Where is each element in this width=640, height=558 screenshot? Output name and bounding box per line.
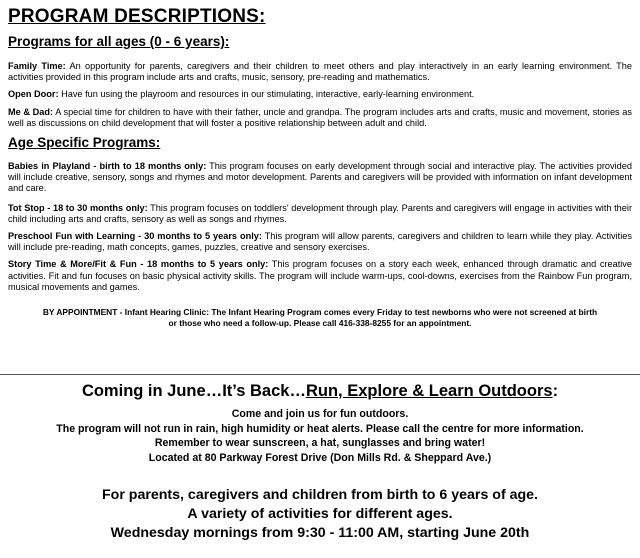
program-text: A special time for children to have with their father, uncle and grandpa. The program includes arts and crafts, music and movement, stories as well as discussions on child development that will foster a positive relationship between adult and child. [8,106,632,128]
june-title-program-name: Run, Explore & Learn Outdoors [305,382,553,400]
appointment-line: or those who need a follow-up. Please call 416-338-8255 for an appointment. [168,318,472,329]
program-name: Story Time & More/Fit & Fun - 18 months to 5 years only: [8,259,269,270]
june-highlight-line: For parents, caregivers and children from birth to 6 years of age. [102,487,538,503]
program-family-time [8,61,632,83]
june-highlights [0,486,640,543]
page-title: PROGRAM DESCRIPTIONS: [8,6,266,27]
june-title-suffix: : [552,382,559,400]
appointment-line: BY APPOINTMENT - Infant Hearing Clinic: The Infant Hearing Program comes every Friday to test newborns who were not screened at birth [42,307,598,318]
appointment-notice [8,307,632,329]
june-details [0,407,640,465]
age-specific-heading: Age Specific Programs: [8,135,161,151]
program-open-door [8,89,632,100]
all-ages-heading: Programs for all ages (0 - 6 years): [8,34,230,49]
june-detail-line: The program will not run in rain, high humidity or heat alerts. Please call the centre for more information. [56,422,584,435]
june-detail-line: Remember to wear sunscreen, a hat, sunglasses and bring water! [154,437,486,449]
program-name: Family Time: [8,61,66,71]
june-title-prefix: Coming in June…It’s Back… [81,382,306,400]
june-highlight-line: Wednesday mornings from 9:30 - 11:00 AM, starting June 20th [110,525,530,541]
june-detail-line: Come and join us for fun outdoors. [231,408,409,420]
program-name: Me & Dad: [8,106,54,117]
program-descriptions [8,6,632,329]
program-me-and-dad [8,107,632,129]
program-preschool-fun [8,231,632,253]
june-highlight-line: A variety of activities for different ages. [187,506,453,522]
program-text: This program focuses on early development through social and interactive play. The activities provided will include creative, sensory, songs and rhymes and motor development. Parents and caregivers will be provided with information on infant development and care. [8,161,632,194]
program-story-time [8,259,632,293]
program-babies-in-playland [8,161,632,195]
june-detail-line: Located at 80 Parkway Forest Drive (Don Mills Rd. & Sheppard Ave.) [148,451,492,464]
program-text: This program focuses on toddlers' development through play. Parents and caregivers will engage in activities with their child including arts and crafts, sensory as well as songs and rhymes. [8,202,633,224]
section-divider [0,374,640,375]
program-name: Preschool Fun with Learning - 30 months to 5 years only: [8,231,262,242]
program-name: Babies in Playland - birth to 18 months only: [8,161,207,172]
program-text: An opportunity for parents, caregivers and their children to meet others and play interactively in an early learning environment. The activities provided in this program include arts and crafts, music, sensory, pre-reading and mathematics. [8,61,632,83]
program-text: This program focuses on a story each week, enhanced through dramatic and creative activities. Fit and fun focuses on basic physical activity skills. The program will include warm-ups, cool-downs, exercises from the Rainbow Fun program, musical movements and games. [8,259,632,292]
program-text: This program will allow parents, caregivers and children to learn while they play. Activities will include pre-reading, math concepts, games, puzzles, creative and sensory exercises. [8,231,632,253]
program-name: Tot Stop - 18 to 30 months only: [8,202,148,213]
program-text: Have fun using the playroom and resources in our stimulating, interactive, early-learning environment. [58,89,475,100]
program-tot-stop [8,203,632,225]
june-program-title [0,381,640,401]
program-name: Open Door: [8,89,59,100]
